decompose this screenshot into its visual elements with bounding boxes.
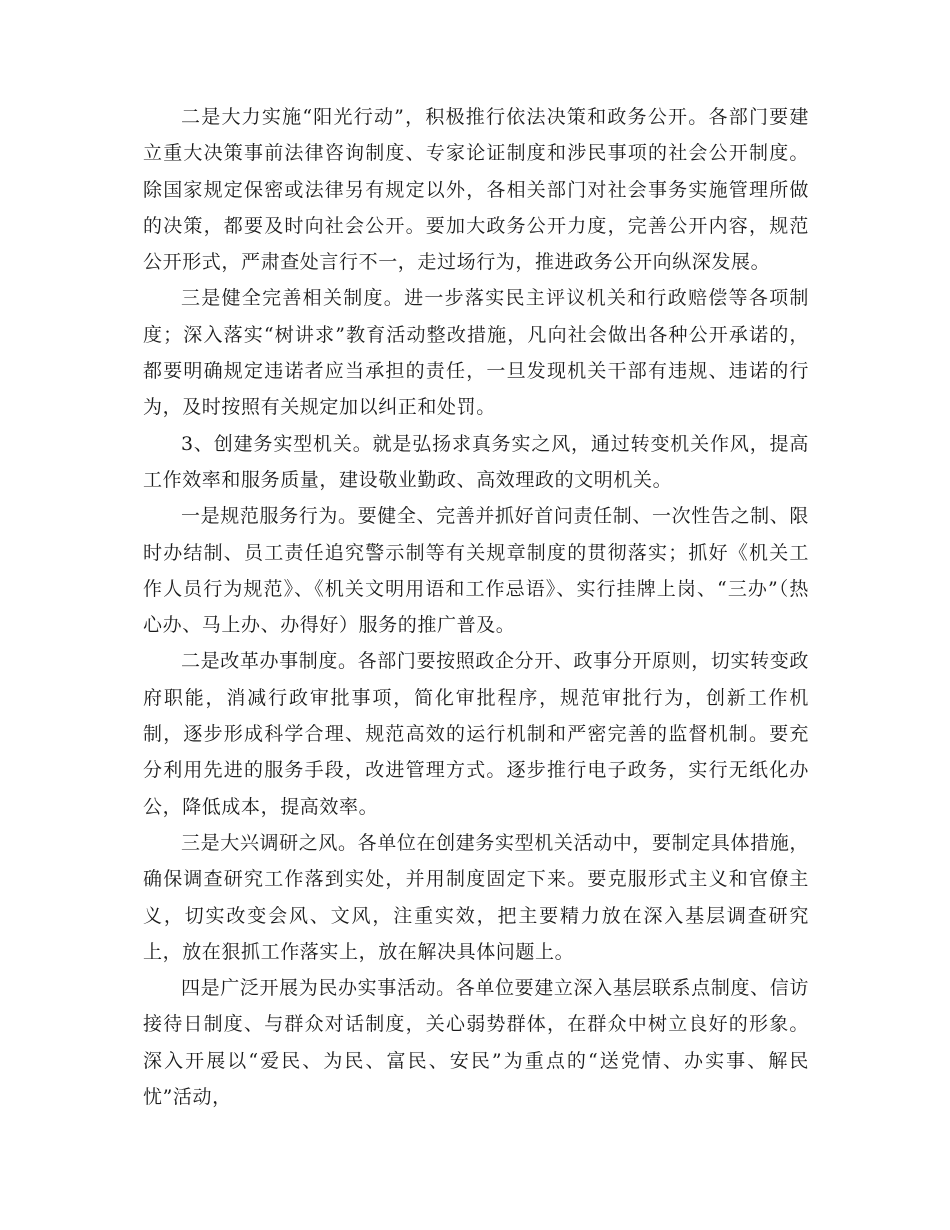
- paragraph-practical-deeds: 四是广泛开展为民办实事活动。各单位要建立深入基层联系点制度、信访接待日制度、与群众对话制度，关心弱势群体，在群众中树立良好的形象。深入开展以“爱民、为民、富民、安民”为重点的“送党情、办实事、解民忧”活动，: [143, 977, 809, 1109]
- paragraph-service-conduct: 一是规范服务行为。要健全、完善并抓好首问责任制、一次性告之制、限时办结制、员工责任追究警示制等有关规章制度的贯彻落实；抓好《机关工作人员行为规范》、《机关文明用语和工作忌语》、实行挂牌上岗、“三办”（热心办、马上办、办得好）服务的推广普及。: [143, 505, 809, 637]
- paragraph-reform-procedures: 二是改革办事制度。各部门要按照政企分开、政事分开原则，切实转变政府职能，消减行政审批事项，简化审批程序，规范审批行为，创新工作机制，逐步形成科学合理、规范高效的运行机制和严密完善的监督机制。要充分利用先进的服务手段，改进管理方式。逐步推行电子政务，实行无纸化办公，降低成本，提高效率。: [143, 650, 809, 818]
- paragraph-improve-systems: 三是健全完善相关制度。进一步落实民主评议机关和行政赔偿等各项制度；深入落实“树讲求”教育活动整改措施，凡向社会做出各种公开承诺的，都要明确规定违诺者应当承担的责任，一旦发现机关干部有违规、违诺的行为，及时按照有关规定加以纠正和处罚。: [143, 287, 809, 419]
- document-body: [143, 99, 809, 1115]
- paragraph-pragmatic-agency: 3、创建务实型机关。就是弘扬求真务实之风，通过转变机关作风，提高工作效率和服务质量，建设敬业勤政、高效理政的文明机关。: [143, 432, 809, 491]
- paragraph-open-government: 二是大力实施“阳光行动”，积极推行依法决策和政务公开。各部门要建立重大决策事前法律咨询制度、专家论证制度和涉民事项的社会公开制度。除国家规定保密或法律另有规定以外，各相关部门对社会事务实施管理所做的决策，都要及时向社会公开。要加大政务公开力度，完善公开内容，规范公开形式，严肃查处言行不一，走过场行为，推进政务公开向纵深发展。: [143, 106, 809, 274]
- paragraph-research-culture: 三是大兴调研之风。各单位在创建务实型机关活动中，要制定具体措施，确保调查研究工作落到实处，并用制度固定下来。要克服形式主义和官僚主义，切实改变会风、文风，注重实效，把主要精力放在深入基层调查研究上，放在狠抓工作落实上，放在解决具体问题上。: [143, 831, 809, 963]
